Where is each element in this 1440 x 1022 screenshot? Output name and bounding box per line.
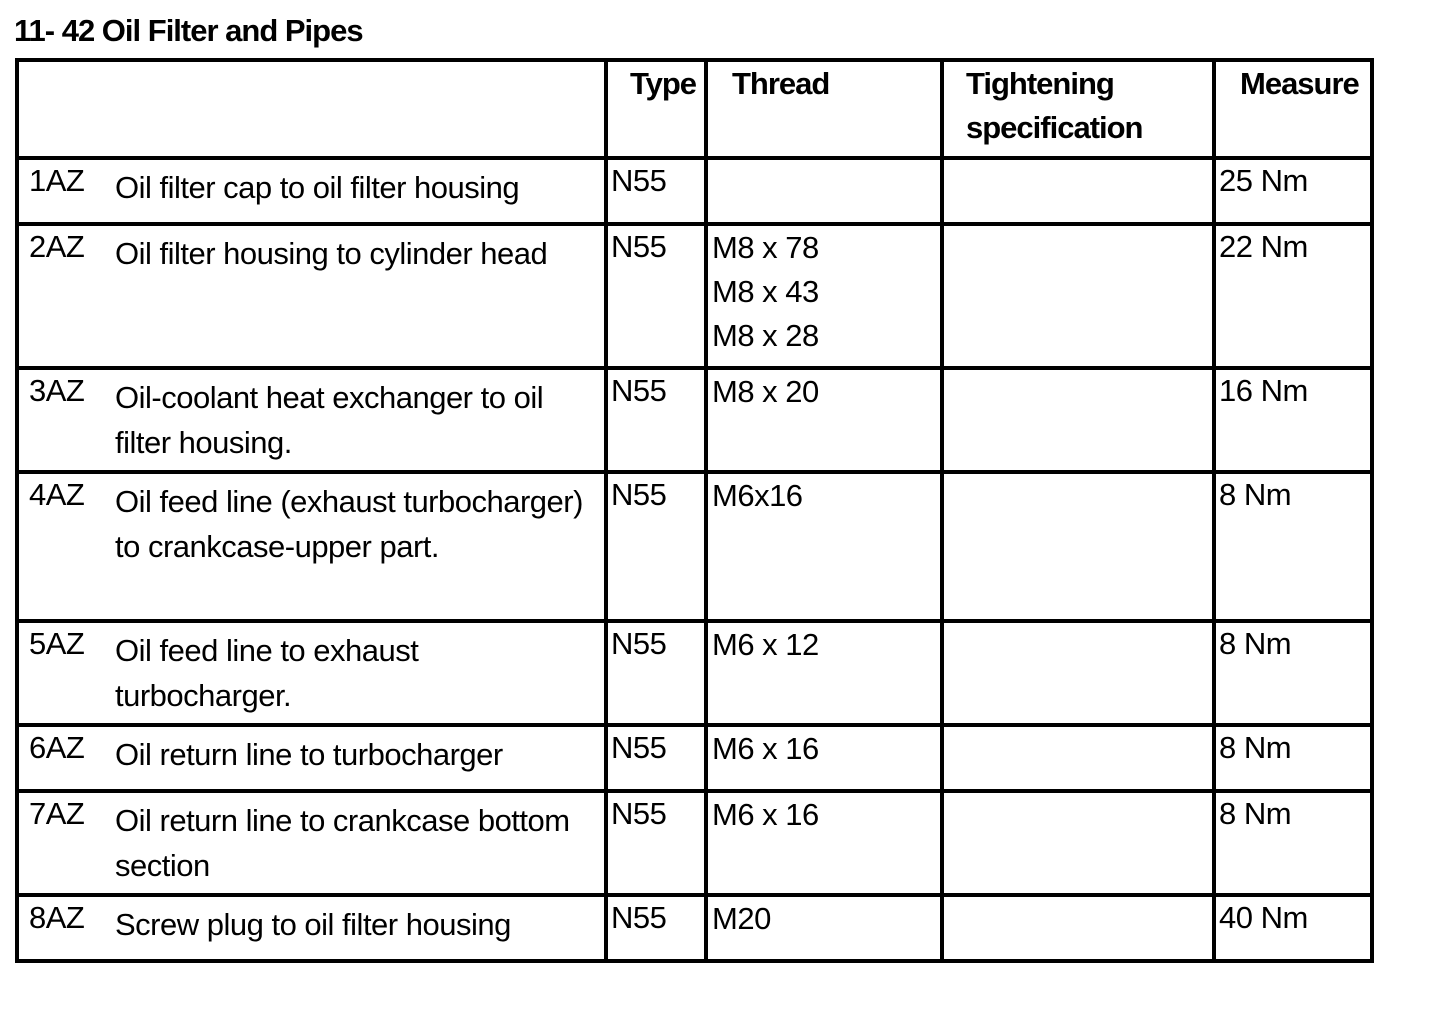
table-row: [17, 621, 1372, 725]
thread-cell: [706, 621, 942, 725]
measure-cell: 8 Nm: [1214, 791, 1372, 895]
tightening-cell: [942, 895, 1214, 961]
type-cell: N55: [606, 158, 706, 224]
tightening-cell: [942, 472, 1214, 621]
measure-cell: 22 Nm: [1214, 224, 1372, 368]
row-item-cell: [17, 725, 606, 791]
item-number: 1AZ: [29, 163, 85, 198]
item-number: 3AZ: [29, 373, 85, 408]
header-description: [17, 60, 606, 158]
item-description: Oil-coolant heat exchanger to oil filter housing.: [115, 380, 544, 460]
thread-cell: [706, 791, 942, 895]
tightening-cell: [942, 224, 1214, 368]
measure-cell: 40 Nm: [1214, 895, 1372, 961]
item-number: 5AZ: [29, 626, 85, 661]
header-measure: Measure: [1214, 60, 1372, 158]
thread-cell: [706, 368, 942, 472]
row-item-cell: [17, 791, 606, 895]
thread-size: M6 x 12: [712, 627, 819, 662]
thread-size: M6 x 16: [712, 797, 819, 832]
row-item-cell: [17, 472, 606, 621]
measure-cell: 16 Nm: [1214, 368, 1372, 472]
item-description: Oil return line to crankcase bottom section: [115, 803, 570, 883]
header-tightening-specification: Tightening specification: [942, 60, 1214, 158]
item-number: 6AZ: [29, 730, 85, 765]
row-item-cell: [17, 621, 606, 725]
item-description: Oil filter cap to oil filter housing: [115, 170, 520, 205]
page-title: 11- 42 Oil Filter and Pipes: [14, 13, 363, 48]
thread-size: M8 x 28: [712, 318, 819, 353]
tightening-cell: [942, 725, 1214, 791]
measure-cell: 8 Nm: [1214, 725, 1372, 791]
thread-size: M8 x 78: [712, 230, 819, 265]
tightening-cell: [942, 158, 1214, 224]
torque-spec-table: [15, 58, 1374, 963]
thread-size: M6x16: [712, 478, 803, 513]
table-body: [17, 158, 1372, 961]
row-item-cell: [17, 368, 606, 472]
header-thread: Thread: [706, 60, 942, 158]
row-item-cell: [17, 895, 606, 961]
table-row: [17, 472, 1372, 621]
item-number: 2AZ: [29, 229, 85, 264]
table-row: [17, 368, 1372, 472]
type-cell: N55: [606, 472, 706, 621]
tightening-cell: [942, 621, 1214, 725]
header-type: Type: [606, 60, 706, 158]
type-cell: N55: [606, 791, 706, 895]
item-number: 7AZ: [29, 796, 85, 831]
thread-size: M20: [712, 901, 771, 936]
type-cell: N55: [606, 224, 706, 368]
table-header-row: [17, 60, 1372, 158]
item-number: 4AZ: [29, 477, 85, 512]
thread-cell: [706, 725, 942, 791]
table-row: [17, 158, 1372, 224]
type-cell: N55: [606, 725, 706, 791]
type-cell: N55: [606, 368, 706, 472]
item-description: Oil feed line (exhaust turbocharger) to crankcase-upper part.: [115, 484, 583, 564]
table-row: [17, 895, 1372, 961]
thread-size: M8 x 20: [712, 374, 819, 409]
item-description: Screw plug to oil filter housing: [115, 907, 511, 942]
table-row: [17, 791, 1372, 895]
thread-cell: [706, 895, 942, 961]
thread-size: M8 x 43: [712, 274, 819, 309]
tightening-cell: [942, 368, 1214, 472]
item-description: Oil return line to turbocharger: [115, 737, 503, 772]
measure-cell: 8 Nm: [1214, 621, 1372, 725]
thread-cell: [706, 158, 942, 224]
type-cell: N55: [606, 621, 706, 725]
tightening-cell: [942, 791, 1214, 895]
measure-cell: 25 Nm: [1214, 158, 1372, 224]
item-description: Oil feed line to exhaust turbocharger.: [115, 633, 419, 713]
measure-cell: 8 Nm: [1214, 472, 1372, 621]
item-number: 8AZ: [29, 900, 85, 935]
type-cell: N55: [606, 895, 706, 961]
item-description: Oil filter housing to cylinder head: [115, 236, 548, 271]
thread-cell: [706, 224, 942, 368]
thread-cell: [706, 472, 942, 621]
table-row: [17, 224, 1372, 368]
thread-size: M6 x 16: [712, 731, 819, 766]
row-item-cell: [17, 224, 606, 368]
row-item-cell: [17, 158, 606, 224]
table-row: [17, 725, 1372, 791]
